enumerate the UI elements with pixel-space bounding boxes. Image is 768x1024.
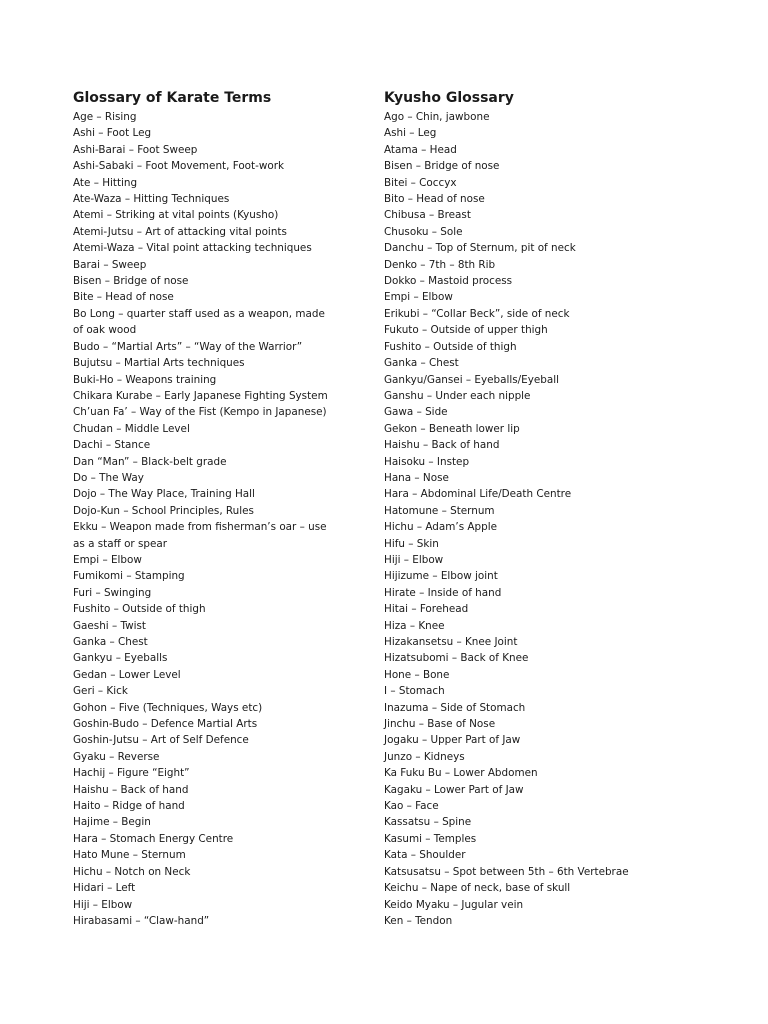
kyusho-glossary-list: [384, 109, 684, 929]
karate-term-entry: Fumikomi – Stamping: [73, 570, 185, 583]
kyusho-term-entry: Ago – Chin, jawbone: [384, 111, 490, 123]
kyusho-term-entry: Haishu – Back of hand: [384, 439, 500, 452]
karate-term-entry: Ganka – Chest: [73, 636, 148, 648]
kyusho-term-entry: Bisen – Bridge of nose: [384, 160, 500, 173]
kyusho-term-entry: Fushito – Outside of thigh: [384, 340, 517, 353]
karate-term-entry: Dojo – The Way Place, Training Hall: [73, 488, 255, 501]
kyusho-glossary-column: [384, 89, 684, 929]
karate-term-entry: Haito – Ridge of hand: [73, 800, 185, 813]
karate-term-entry: as a staff or spear: [73, 537, 168, 550]
kyusho-term-entry: Keichu – Nape of neck, base of skull: [384, 882, 571, 895]
karate-terms-list: [73, 109, 363, 929]
kyusho-term-entry: Kata – Shoulder: [384, 849, 466, 862]
karate-term-entry: Gyaku – Reverse: [73, 750, 160, 763]
karate-term-entry: Bisen – Bridge of nose: [73, 275, 189, 288]
karate-term-entry: Gaeshi – Twist: [73, 619, 146, 632]
karate-term-entry: Gankyu – Eyeballs: [73, 652, 168, 665]
kyusho-term-entry: Hizakansetsu – Knee Joint: [384, 636, 518, 648]
kyusho-glossary-heading: Kyusho Glossary: [384, 90, 514, 106]
kyusho-term-entry: Hichu – Adam’s Apple: [384, 521, 497, 534]
karate-term-entry: Ate – Hitting: [73, 176, 138, 189]
karate-term-entry: Hiji – Elbow: [73, 898, 133, 911]
karate-term-entry: Ekku – Weapon made from fisherman’s oar – use: [73, 521, 327, 534]
kyusho-term-entry: Kasumi – Temples: [384, 832, 477, 845]
kyusho-term-entry: Chibusa – Breast: [384, 209, 471, 222]
karate-term-entry: Goshin-Budo – Defence Martial Arts: [73, 718, 258, 731]
kyusho-term-entry: Erikubi – “Collar Beck”, side of neck: [384, 307, 570, 320]
karate-term-entry: Goshin-Jutsu – Art of Self Defence: [73, 734, 249, 747]
kyusho-term-entry: Hizatsubomi – Back of Knee: [384, 652, 529, 665]
karate-term-entry: Geri – Kick: [73, 685, 128, 698]
karate-term-entry: Ashi-Barai – Foot Sweep: [73, 143, 198, 156]
kyusho-term-entry: Fukuto – Outside of upper thigh: [384, 324, 548, 337]
karate-term-entry: of oak wood: [73, 324, 137, 337]
kyusho-term-entry: Hifu – Skin: [384, 537, 439, 550]
kyusho-term-entry: Dokko – Mastoid process: [384, 275, 513, 288]
kyusho-term-entry: Haisoku – Instep: [384, 455, 470, 468]
karate-term-entry: Do – The Way: [73, 471, 144, 484]
karate-term-entry: Hirabasami – “Claw-hand”: [73, 914, 210, 927]
kyusho-term-entry: Hana – Nose: [384, 471, 449, 484]
kyusho-term-entry: Hiji – Elbow: [384, 553, 444, 566]
kyusho-term-entry: Ganshu – Under each nipple: [384, 389, 531, 402]
karate-term-entry: Empi – Elbow: [73, 553, 142, 566]
karate-term-entry: Ch’uan Fa’ – Way of the Fist (Kempo in Japanese): [73, 406, 327, 419]
kyusho-term-entry: Denko – 7th – 8th Rib: [384, 258, 496, 271]
karate-term-entry: Atemi – Striking at vital points (Kyusho): [73, 209, 279, 222]
kyusho-term-entry: Danchu – Top of Sternum, pit of neck: [384, 242, 576, 255]
karate-term-entry: Bite – Head of nose: [73, 291, 174, 304]
kyusho-term-entry: Ganka – Chest: [384, 357, 459, 370]
karate-term-entry: Atemi-Jutsu – Art of attacking vital points: [73, 225, 287, 238]
kyusho-term-entry: Katsusatsu – Spot between 5th – 6th Vertebrae: [384, 865, 629, 878]
karate-term-entry: Budo – “Martial Arts” – “Way of the Warrior”: [73, 340, 303, 353]
karate-term-entry: Bo Long – quarter staff used as a weapon, made: [73, 307, 325, 320]
karate-term-entry: Hara – Stomach Energy Centre: [73, 832, 234, 845]
karate-term-entry: Buki-Ho – Weapons training: [73, 373, 217, 386]
karate-term-entry: Hidari – Left: [73, 882, 136, 895]
kyusho-term-entry: Hirate – Inside of hand: [384, 586, 502, 599]
karate-term-entry: Ate-Waza – Hitting Techniques: [73, 193, 230, 206]
kyusho-term-entry: Hara – Abdominal Life/Death Centre: [384, 488, 572, 501]
karate-term-entry: Atemi-Waza – Vital point attacking techniques: [73, 242, 312, 255]
kyusho-term-entry: Hone – Bone: [384, 668, 450, 681]
kyusho-term-entry: Jogaku – Upper Part of Jaw: [384, 734, 521, 747]
kyusho-term-entry: Ashi – Leg: [384, 127, 437, 140]
karate-term-entry: Hachij – Figure “Eight”: [73, 767, 190, 780]
kyusho-term-entry: Gawa – Side: [384, 406, 448, 419]
kyusho-term-entry: Bito – Head of nose: [384, 193, 485, 206]
karate-term-entry: Gedan – Lower Level: [73, 668, 181, 681]
karate-term-entry: Chikara Kurabe – Early Japanese Fighting System: [73, 389, 328, 402]
karate-term-entry: Ashi – Foot Leg: [73, 127, 152, 140]
karate-term-entry: Fushito – Outside of thigh: [73, 603, 206, 616]
karate-term-entry: Ashi-Sabaki – Foot Movement, Foot-work: [73, 160, 285, 173]
kyusho-term-entry: Hiza – Knee: [384, 619, 445, 632]
karate-term-entry: Dan “Man” – Black-belt grade: [73, 455, 227, 468]
karate-term-entry: Chudan – Middle Level: [73, 422, 190, 435]
kyusho-term-entry: Junzo – Kidneys: [384, 750, 465, 763]
kyusho-term-entry: Chusoku – Sole: [384, 225, 463, 238]
kyusho-term-entry: Kao – Face: [384, 800, 439, 813]
kyusho-term-entry: Inazuma – Side of Stomach: [384, 701, 526, 714]
karate-term-entry: Hato Mune – Sternum: [73, 849, 186, 862]
karate-terms-heading: Glossary of Karate Terms: [73, 90, 272, 106]
karate-terms-column: [73, 89, 363, 929]
kyusho-term-entry: Hatomune – Sternum: [384, 504, 495, 517]
kyusho-term-entry: Kassatsu – Spine: [384, 816, 472, 829]
karate-term-entry: Gohon – Five (Techniques, Ways etc): [73, 701, 263, 714]
kyusho-term-entry: Gankyu/Gansei – Eyeballs/Eyeball: [384, 373, 559, 386]
kyusho-term-entry: Hijizume – Elbow joint: [384, 570, 498, 583]
kyusho-term-entry: Hitai – Forehead: [384, 603, 469, 616]
karate-term-entry: Age – Rising: [73, 111, 137, 123]
karate-term-entry: Dachi – Stance: [73, 439, 151, 452]
karate-term-entry: Furi – Swinging: [73, 586, 152, 599]
kyusho-term-entry: Kagaku – Lower Part of Jaw: [384, 783, 524, 796]
kyusho-term-entry: Keido Myaku – Jugular vein: [384, 898, 524, 911]
karate-term-entry: Hichu – Notch on Neck: [73, 865, 191, 878]
kyusho-term-entry: Jinchu – Base of Nose: [384, 718, 496, 731]
karate-term-entry: Bujutsu – Martial Arts techniques: [73, 357, 245, 370]
karate-term-entry: Dojo-Kun – School Principles, Rules: [73, 504, 254, 517]
karate-term-entry: Hajime – Begin: [73, 816, 151, 829]
karate-term-entry: Barai – Sweep: [73, 258, 147, 271]
karate-term-entry: Haishu – Back of hand: [73, 783, 189, 796]
kyusho-term-entry: Gekon – Beneath lower lip: [384, 422, 520, 435]
kyusho-term-entry: Atama – Head: [384, 143, 457, 156]
kyusho-term-entry: Empi – Elbow: [384, 291, 453, 304]
kyusho-term-entry: Bitei – Coccyx: [384, 176, 457, 189]
kyusho-term-entry: Ka Fuku Bu – Lower Abdomen: [384, 767, 538, 780]
kyusho-term-entry: Ken – Tendon: [384, 914, 453, 927]
kyusho-term-entry: I – Stomach: [384, 685, 445, 698]
